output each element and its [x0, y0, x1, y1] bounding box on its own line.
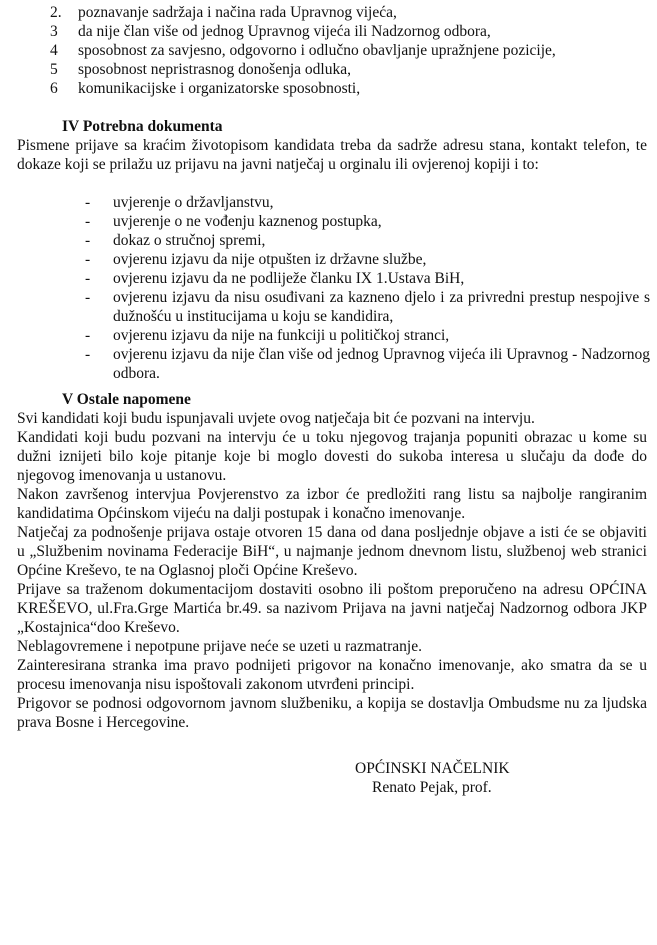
list-item	[50, 60, 650, 79]
paragraph: Kandidati koji budu pozvani na intervju će u toku njegovog trajanja popuniti obrazac u kome su dužni iznijeti bilo koje pitanje koje bi moglo dovesti do sukoba interesa u slučaju da dođe do njegovog imenovanja u ustanovu.	[17, 429, 647, 484]
documents-list	[85, 193, 650, 383]
section-heading-notes: V Ostale napomene	[62, 391, 191, 408]
item-number: 4	[50, 42, 58, 59]
notes-body	[17, 409, 647, 732]
item-text: ovjerenu izjavu da nisu osuđivani za kazneno djelo i za privredni prestup nespojive s dužnošću u institucijama u koju se kandidira,	[113, 289, 650, 325]
item-text: sposobnost za savjesno, odgovorno i odlučno obavljanje upražnjene pozicije,	[78, 42, 556, 59]
list-item: - ovjerenu izjavu da nije član više od jednog Upravnog vijeća ili Upravnog - Nadzornog odbora.	[85, 346, 650, 382]
list-item: - dokaz o stručnoj spremi,	[85, 231, 650, 250]
list-item	[50, 22, 650, 41]
item-text: uvjerenje o državljanstvu,	[113, 194, 274, 211]
item-text: uvjerenje o ne vođenju kaznenog postupka,	[113, 213, 382, 230]
list-item	[50, 3, 650, 22]
item-number: 6	[50, 80, 58, 97]
section-heading-documents: IV Potrebna dokumenta	[62, 118, 223, 135]
criteria-list	[50, 3, 650, 98]
item-text: ovjerenu izjavu da nije otpušten iz državne službe,	[113, 251, 427, 268]
list-item	[50, 79, 650, 98]
item-number: 3	[50, 23, 58, 40]
signature-title: OPĆINSKI NAČELNIK	[355, 760, 510, 777]
paragraph: Natječaj za podnošenje prijava ostaje otvoren 15 dana od dana posljednje objave a isti će se objaviti u „Službenim novinama Federacije BiH“, u najmanje jednom dnevnom listu, službenoj web stranici Općine Kreševo, te na Oglasnoj ploči Općine Kreševo.	[17, 524, 647, 579]
list-item: - uvjerenje o ne vođenju kaznenog postupka,	[85, 212, 650, 231]
paragraph: Nakon završenog intervjua Povjerenstvo za izbor će predložiti rang listu sa najbolje rangiranim kandidatima Općinskom vijeću na dalji postupak i konačno imenovanje.	[17, 486, 647, 522]
item-text: dokaz o stručnoj spremi,	[113, 232, 266, 249]
item-number: 2.	[50, 4, 62, 21]
item-text: ovjerenu izjavu da nije član više od jednog Upravnog vijeća ili Upravnog - Nadzornog odbora.	[113, 346, 650, 382]
signature-name: Renato Pejak, prof.	[372, 779, 492, 796]
item-text: poznavanje sadržaja i načina rada Upravnog vijeća,	[78, 4, 397, 21]
paragraph: Neblagovremene i nepotpune prijave neće se uzeti u razmatranje.	[17, 638, 422, 655]
item-text: sposobnost nepristrasnog donošenja odluka,	[78, 61, 351, 78]
list-item: - ovjerenu izjavu da ne podliježe članku IX 1.Ustava BiH,	[85, 269, 650, 288]
list-item: - uvjerenje o državljanstvu,	[85, 193, 650, 212]
paragraph: Zainteresirana stranka ima pravo podnijeti prigovor na konačno imenovanje, ako smatra da se u procesu imenovanja nisu ispoštovali zakonom utvrđeni principi.	[17, 657, 647, 693]
paragraph: Prigovor se podnosi odgovornom javnom službeniku, a kopija se dostavlja Ombudsme nu za ljudska prava Bosne i Hercegovine.	[17, 695, 647, 731]
paragraph: Pismene prijave sa kraćim životopisom kandidata treba da sadrže adresu stana, kontakt telefon, te dokaze koji se prilažu uz prijavu na javni natječaj u orginalu ili ovjerenoj kopiji i to:	[17, 137, 647, 173]
paragraph: Prijave sa traženom dokumentacijom dostaviti osobno ili poštom preporučeno na adresu OPĆINA KREŠEVO, ul.Fra.Grge Martića br.49. sa nazivom Prijava na javni natječaj Nadzornog odbora JKP „Kostajnica“doo Kreševo.	[17, 581, 647, 636]
list-item	[50, 41, 650, 60]
list-item: - ovjerenu izjavu da nije otpušten iz državne službe,	[85, 250, 650, 269]
documents-intro	[17, 136, 647, 174]
item-text: komunikacijske i organizatorske sposobnosti,	[78, 80, 361, 97]
item-number: 5	[50, 61, 58, 78]
item-text: ovjerenu izjavu da nije na funkciji u političkoj stranci,	[113, 327, 450, 344]
list-item: - ovjerenu izjavu da nisu osuđivani za kazneno djelo i za privredni prestup nespojive s dužnošću u institucijama u koju se kandidira,	[85, 289, 650, 325]
paragraph: Svi kandidati koji budu ispunjavali uvjete ovog natječaja bit će pozvani na intervju.	[17, 410, 535, 427]
item-text: da nije član više od jednog Upravnog vijeća ili Nadzornog odbora,	[78, 23, 491, 40]
item-text: ovjerenu izjavu da ne podliježe članku IX 1.Ustava BiH,	[113, 270, 465, 287]
list-item: - ovjerenu izjavu da nije na funkciji u političkoj stranci,	[85, 326, 650, 345]
